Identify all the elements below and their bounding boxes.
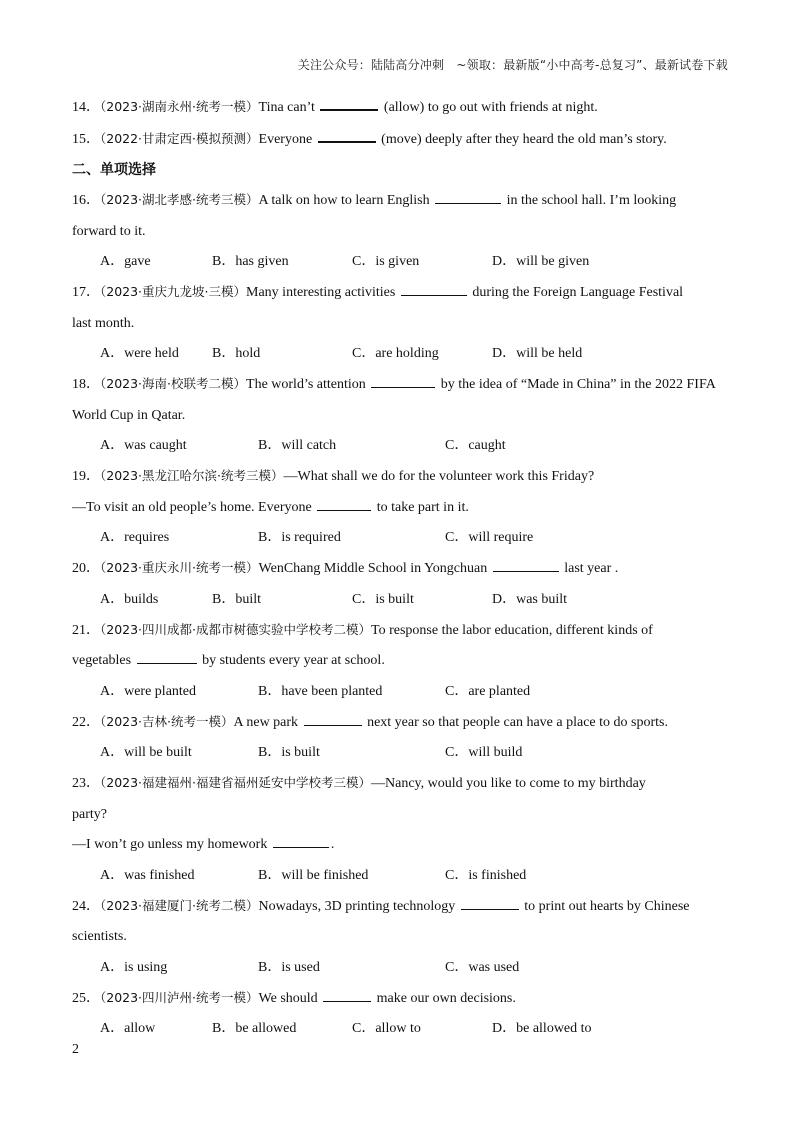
question-text: party?: [72, 806, 107, 822]
question-item: [72, 277, 732, 369]
question-line: [72, 646, 732, 677]
question-number: 19．: [72, 469, 100, 484]
question-line: [72, 983, 732, 1015]
question-source: （2023·福建福州·福建省福州延安中学校考三模）: [100, 775, 372, 790]
answer-option[interactable]: C．will require: [445, 530, 534, 545]
answer-blank[interactable]: [318, 129, 376, 143]
question-text: The world’s attention: [246, 377, 370, 392]
question-line: [72, 277, 732, 309]
question-number: 23．: [72, 776, 100, 791]
question-line: [72, 92, 732, 124]
question-source: （2023·重庆九龙坡·三模）: [100, 284, 247, 299]
question-source: （2023·福建厦门·统考二模）: [100, 897, 259, 913]
answer-blank[interactable]: [371, 375, 435, 388]
question-text: in the school hall. I’m looking: [503, 193, 677, 208]
question-source: （2023·湖北孝感·统考三模）: [100, 192, 259, 207]
answer-option[interactable]: D．was built: [492, 591, 568, 607]
question-line: [72, 768, 732, 800]
answer-blank[interactable]: [304, 713, 362, 726]
answer-option[interactable]: A．builds: [100, 591, 159, 607]
section-title: 二、单项选择: [72, 162, 156, 178]
question-text: .: [330, 837, 335, 852]
answer-option[interactable]: C．is finished: [445, 867, 527, 883]
answer-options: [72, 523, 732, 553]
fill-in-questions: [72, 92, 732, 155]
question-text: (allow) to go out with friends at night.: [380, 100, 598, 115]
answer-option[interactable]: A．requires: [100, 530, 170, 545]
question-text: To response the labor education, different kinds of: [371, 622, 653, 638]
question-text: Many interesting activities: [246, 285, 399, 300]
question-line: [72, 369, 732, 401]
answer-option[interactable]: C．will build: [445, 745, 523, 760]
question-number: 21．: [72, 622, 100, 638]
question-source: （2023·四川成都·成都市树德实验中学校考二模）: [100, 621, 372, 637]
question-number: 25．: [72, 990, 100, 1006]
question-text: next year so that people can have a place to do sports.: [363, 714, 668, 730]
answer-blank[interactable]: [493, 559, 559, 572]
question-text: by the idea of “Made in China” in the 2022 FIFA: [437, 377, 716, 392]
question-line: [72, 553, 732, 585]
question-item: [72, 553, 732, 615]
question-item: [72, 768, 732, 891]
page-number: 2: [72, 1042, 79, 1057]
answer-options: [72, 1014, 732, 1044]
question-line: [72, 830, 732, 861]
question-line: [72, 309, 732, 340]
question-text: scientists.: [72, 929, 127, 944]
answer-option[interactable]: A．will be built: [100, 745, 192, 760]
question-item: [72, 707, 732, 769]
answer-blank[interactable]: [401, 283, 467, 296]
answer-options: [72, 738, 732, 768]
answer-options: [72, 953, 732, 983]
question-source: （2023·海南·校联考二模）: [100, 376, 247, 391]
question-text: WenChang Middle School in Yongchuan: [258, 561, 491, 576]
multiple-choice-questions: [72, 185, 732, 1044]
question-number: 22．: [72, 714, 100, 730]
answer-option[interactable]: A．allow: [100, 1021, 156, 1036]
answer-options: [72, 585, 732, 615]
answer-option[interactable]: B．have been planted: [258, 683, 383, 699]
answer-options: [72, 339, 732, 369]
answer-option[interactable]: B．hold: [212, 346, 261, 361]
answer-option[interactable]: D．will be held: [492, 346, 583, 361]
answer-option[interactable]: C．is given: [352, 254, 420, 269]
question-line: [72, 615, 732, 647]
answer-option[interactable]: C．was used: [445, 959, 520, 975]
question-text: last year .: [560, 561, 619, 576]
question-number: 14．: [72, 100, 100, 115]
question-content: [72, 92, 732, 1044]
question-source: （2022·甘肃定西·模拟预测）: [100, 130, 259, 146]
question-line: [72, 401, 732, 432]
answer-option[interactable]: A．was caught: [100, 438, 187, 453]
question-line: [72, 461, 732, 493]
question-text: —To visit an old people’s home. Everyone: [72, 499, 316, 515]
question-text: We should: [258, 990, 322, 1006]
question-line: [72, 800, 732, 831]
question-line: [72, 124, 732, 156]
question-text: —I won’t go unless my homework: [72, 837, 271, 852]
question-line: [72, 891, 732, 923]
question-item: [72, 891, 732, 983]
question-item: [72, 461, 732, 553]
question-text: Everyone: [258, 131, 316, 147]
question-text: Tina can’t: [258, 100, 319, 115]
question-source: （2023·重庆永川·统考一模）: [100, 560, 259, 575]
question-text: to take part in it.: [373, 499, 469, 515]
question-number: 17．: [72, 285, 100, 300]
answer-option[interactable]: B．built: [212, 591, 262, 607]
answer-option[interactable]: D．be allowed to: [492, 1021, 592, 1036]
question-source: （2023·黑龙江哈尔滨·统考三模）: [100, 468, 284, 483]
question-item: [72, 615, 732, 707]
page-header: 关注公众号：陆陆高分冲刺 ~领取：最新版“小中高考-总复习”、最新试卷下载: [297, 58, 728, 72]
question-source: （2023·湖南永州·统考一模）: [100, 99, 259, 114]
answer-option[interactable]: C．caught: [445, 438, 506, 453]
question-line: [72, 493, 732, 524]
answer-option[interactable]: B．be allowed: [212, 1021, 297, 1036]
question-line: [72, 707, 732, 739]
answer-options: [72, 431, 732, 461]
question-text: Nowadays, 3D printing technology: [258, 898, 459, 914]
question-item: [72, 369, 732, 461]
answer-option[interactable]: B．will catch: [258, 438, 337, 453]
answer-option[interactable]: A．is using: [100, 959, 168, 975]
answer-option[interactable]: A．gave: [100, 254, 151, 269]
answer-options: [72, 861, 732, 891]
answer-option[interactable]: D．will be given: [492, 254, 590, 269]
answer-option[interactable]: B．has given: [212, 254, 289, 269]
question-source: （2023·吉林·统考一模）: [100, 713, 234, 729]
answer-option[interactable]: B．is used: [258, 959, 320, 975]
answer-blank[interactable]: [273, 835, 329, 848]
answer-option[interactable]: C．are planted: [445, 683, 531, 699]
question-text: last month.: [72, 315, 135, 331]
question-line: [72, 185, 732, 217]
question-text: —What shall we do for the volunteer work this Friday?: [283, 469, 595, 484]
question-number: 16．: [72, 193, 100, 208]
question-number: 18．: [72, 377, 100, 392]
question-item: [72, 983, 732, 1045]
question-text: —Nancy, would you like to come to my birthday: [371, 776, 646, 791]
answer-option[interactable]: C．is built: [352, 591, 414, 607]
question-text: make our own decisions.: [373, 990, 516, 1006]
answer-option[interactable]: B．will be finished: [258, 867, 369, 883]
question-number: 20．: [72, 561, 100, 576]
question-line: [72, 217, 732, 248]
answer-option[interactable]: C．allow to: [352, 1021, 421, 1036]
question-text: forward to it.: [72, 223, 146, 239]
question-text: by students every year at school.: [198, 653, 385, 668]
question-number: 15．: [72, 131, 100, 147]
answer-blank[interactable]: [435, 191, 501, 204]
question-item: [72, 185, 732, 277]
question-text: vegetables: [72, 653, 135, 668]
answer-option[interactable]: C．are holding: [352, 346, 439, 361]
question-text: A talk on how to learn English: [258, 193, 434, 208]
question-number: 24．: [72, 898, 100, 914]
answer-option[interactable]: B．is required: [258, 530, 341, 545]
answer-blank[interactable]: [137, 651, 197, 664]
answer-option[interactable]: A．were planted: [100, 683, 197, 699]
answer-blank[interactable]: [317, 498, 371, 511]
question-line: [72, 922, 732, 953]
question-text: A new park: [233, 714, 302, 730]
answer-option[interactable]: A．were held: [100, 346, 179, 361]
question-text: (move) deeply after they heard the old man’s story.: [377, 131, 667, 147]
answer-options: [72, 247, 732, 277]
answer-blank[interactable]: [320, 97, 378, 111]
question-text: to print out hearts by Chinese: [520, 898, 690, 914]
answer-option[interactable]: B．is built: [258, 745, 320, 760]
question-text: during the Foreign Language Festival: [468, 285, 684, 300]
answer-options: [72, 677, 732, 707]
question-source: （2023·四川泸州·统考一模）: [100, 989, 259, 1005]
answer-blank[interactable]: [323, 989, 371, 1002]
question-text: World Cup in Qatar.: [72, 407, 186, 423]
answer-option[interactable]: A．was finished: [100, 867, 195, 883]
answer-blank[interactable]: [461, 897, 519, 910]
